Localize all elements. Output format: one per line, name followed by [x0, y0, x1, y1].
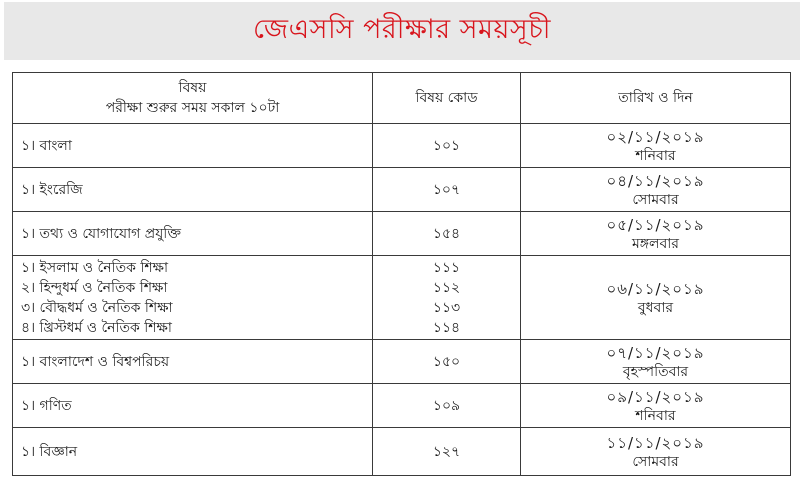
date-cell: [521, 340, 791, 384]
code-cell: [373, 384, 521, 428]
exam-date: ১১/১১/২০১৯: [606, 433, 705, 452]
subject-code: ১০১: [432, 137, 461, 154]
exam-day: বুধবার: [637, 299, 674, 316]
exam-date: ০৫/১১/২০১৯: [606, 215, 705, 234]
exam-day: বৃহস্পতিবার: [622, 363, 689, 380]
code-cell: [373, 168, 521, 212]
date-cell: [521, 384, 791, 428]
subject-code: ১১৩: [432, 299, 461, 316]
subject-code: ১১৪: [432, 319, 461, 336]
code-cell: [373, 256, 521, 340]
header-code: বিষয় কোড: [373, 73, 521, 124]
exam-date: ০২/১১/২০১৯: [606, 127, 705, 146]
subject-name: ৪। খ্রিস্টধর্ম ও নৈতিক শিক্ষা: [21, 319, 172, 336]
code-cell: [373, 340, 521, 384]
subject-cell: [13, 428, 373, 476]
subject-name: ১। তথ্য ও যোগাযোগ প্রযুক্তি: [21, 225, 181, 242]
header-date-day: তারিখ ও দিন: [521, 73, 791, 124]
subject-cell: [13, 256, 373, 340]
exam-day: সোমবার: [632, 453, 679, 470]
table-header-row: [13, 73, 791, 124]
header-subject-label: বিষয়: [178, 80, 207, 96]
subject-code: ১২৭: [432, 443, 461, 460]
date-cell: [521, 168, 791, 212]
table-row: [13, 384, 791, 428]
table-row: [13, 340, 791, 384]
subject-name: ৩। বৌদ্ধধর্ম ও নৈতিক শিক্ষা: [21, 299, 173, 316]
subject-code: ১০৭: [432, 181, 461, 198]
subject-cell: [13, 340, 373, 384]
exam-date: ০৯/১১/২০১৯: [606, 387, 705, 406]
table-row: [13, 212, 791, 256]
subject-name: ২। হিন্দুধর্ম ও নৈতিক শিক্ষা: [21, 279, 168, 296]
code-cell: [373, 212, 521, 256]
subject-name: ১। গণিত: [21, 397, 72, 414]
subject-name: ১। বাংলাদেশ ও বিশ্বপরিচয়: [21, 353, 170, 370]
subject-code: ১৫০: [432, 353, 461, 370]
title-banner: [4, 2, 800, 60]
exam-date: ০৭/১১/২০১৯: [606, 343, 705, 362]
header-subject: [13, 73, 373, 124]
code-cell: [373, 428, 521, 476]
table-row: [13, 124, 791, 168]
exam-date: ০৪/১১/২০১৯: [606, 171, 705, 190]
subject-cell: [13, 168, 373, 212]
page-title: জেএসসি পরীক্ষার সময়সূচী: [252, 13, 552, 45]
subject-name: ১। ইসলাম ও নৈতিক শিক্ষা: [21, 259, 169, 276]
exam-schedule-table: [12, 72, 791, 476]
subject-code: ১১২: [432, 279, 461, 296]
table-row: [13, 428, 791, 476]
subject-name: ১। ইংরেজি: [21, 181, 83, 198]
table-row: [13, 256, 791, 340]
date-cell: [521, 124, 791, 168]
subject-cell: [13, 124, 373, 168]
subject-code: ১০৯: [432, 397, 461, 414]
subject-name: ১। বিজ্ঞান: [21, 443, 78, 460]
subject-cell: [13, 384, 373, 428]
exam-day: শনিবার: [635, 147, 676, 164]
exam-day: শনিবার: [635, 407, 676, 424]
date-cell: [521, 428, 791, 476]
exam-day: মঙ্গলবার: [631, 235, 680, 252]
exam-date: ০৬/১১/২০১৯: [606, 279, 705, 298]
date-cell: [521, 212, 791, 256]
exam-day: সোমবার: [632, 191, 679, 208]
subject-code: ১৫৪: [432, 225, 461, 242]
table-body: [13, 124, 791, 476]
subject-code: ১১১: [432, 259, 461, 276]
header-exam-time: পরীক্ষা শুরুর সময় সকাল ১০টা: [105, 100, 280, 116]
table-row: [13, 168, 791, 212]
subject-cell: [13, 212, 373, 256]
code-cell: [373, 124, 521, 168]
date-cell: [521, 256, 791, 340]
subject-name: ১। বাংলা: [21, 137, 72, 154]
